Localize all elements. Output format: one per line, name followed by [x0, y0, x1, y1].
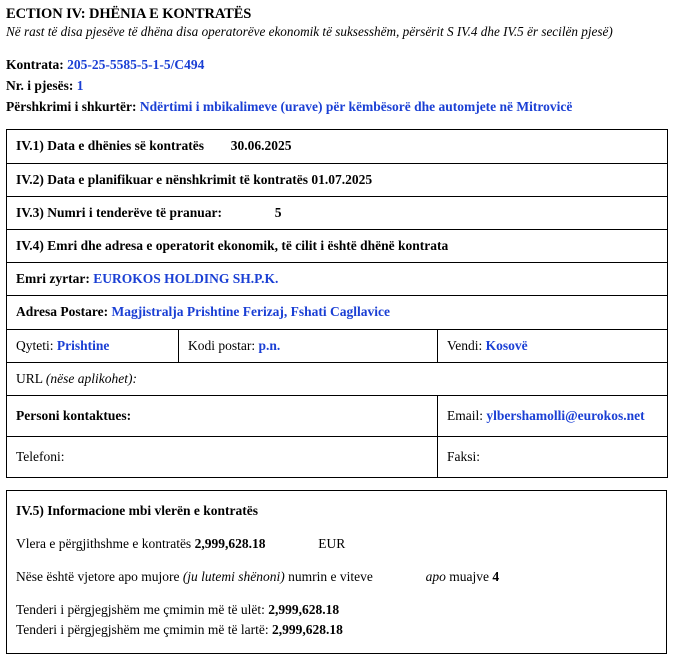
postal-address-label: Adresa Postare:: [16, 304, 109, 320]
table-row: [7, 263, 668, 296]
total-value-row: [16, 535, 658, 554]
total-value-label: Vlera e përgjithshme e kontratës: [16, 536, 192, 551]
table-row: [7, 329, 668, 362]
table-row: [7, 491, 667, 653]
iv1-cell: [7, 130, 668, 163]
url-label: URL: [16, 370, 43, 386]
url-label-note: (nëse aplikohet):: [45, 370, 137, 386]
short-description-row: [6, 97, 669, 116]
official-name-value: EUROKOS HOLDING SH.P.K.: [93, 271, 279, 287]
annual-or-label: apo: [425, 568, 446, 584]
section-title: ECTION IV: DHËNIA E KONTRATËS: [6, 6, 252, 22]
highest-tender-label: Tenderi i përgjegjshëm me çmimin më të lartë:: [16, 621, 269, 637]
iv3-value: 5: [274, 204, 282, 220]
email-value: ylbershamolli@eurokos.net: [486, 408, 645, 423]
fax-label: Faksi:: [447, 449, 481, 464]
lowest-tender-value: 2,999,628.18: [268, 601, 340, 617]
contract-number-value: 205-25-5585-5-1-5/C494: [67, 56, 205, 72]
official-name-cell: [7, 263, 668, 296]
annual-text-note: (ju lutemi shënoni): [182, 568, 285, 584]
table-row: [7, 296, 668, 329]
lot-number-label: Nr. i pjesës:: [6, 78, 74, 94]
iv1-value: 30.06.2025: [230, 138, 292, 154]
table-row: [7, 196, 668, 229]
table-row: [7, 130, 668, 163]
table-row: [7, 396, 668, 437]
contact-person-cell: [7, 396, 438, 437]
lot-number-value: 1: [76, 78, 84, 94]
annual-text-first: Nëse është vjetore apo mujore: [16, 568, 180, 584]
annual-monthly-row: [16, 568, 658, 587]
iv5-label: IV.5) Informacione mbi vlerën e kontratës: [16, 503, 258, 519]
iv3-cell: [7, 196, 668, 229]
iv2-value: 01.07.2025: [311, 171, 373, 187]
lowest-tender-label: Tenderi i përgjegjshëm me çmimin më të ulët:: [16, 601, 265, 617]
city-value: Prishtine: [56, 337, 110, 353]
table-row: [7, 163, 668, 196]
contact-person-label: Personi kontaktues:: [16, 408, 132, 423]
email-label: Email:: [447, 408, 483, 423]
months-label: muajve: [449, 568, 490, 584]
short-description-label: Përshkrimi i shkurtër:: [6, 99, 137, 115]
section-note: Në rast të disa pjesëve të dhëna disa operatorëve ekonomik të suksesshëm, përsërit S IV.4 dhe IV.5 ër secilën pjesë): [6, 24, 613, 39]
country-value: Kosovë: [485, 337, 528, 353]
country-cell: [438, 329, 668, 362]
contract-number-label: Kontrata:: [6, 56, 64, 72]
postal-address-cell: [7, 296, 668, 329]
table-row: [7, 362, 668, 395]
fax-cell: [438, 437, 668, 478]
table-row: [7, 230, 668, 263]
phone-cell: [7, 437, 438, 478]
table-row: [7, 437, 668, 478]
iv2-label: IV.2) Data e planifikuar e nënshkrimit të kontratës: [16, 171, 309, 187]
phone-label: Telefoni:: [16, 449, 65, 464]
iv2-cell: [7, 163, 668, 196]
iv1-label: IV.1) Data e dhënies së kontratës: [16, 138, 204, 154]
highest-tender-row: [16, 621, 658, 640]
country-label: Vendi:: [447, 337, 483, 353]
postcode-value: p.n.: [258, 337, 281, 353]
iv4-cell: [7, 230, 668, 263]
short-description-value: Ndërtimi i mbikalimeve (urave) për këmbësorë dhe automjete në Mitrovicë: [139, 99, 573, 115]
iv3-label: IV.3) Numri i tenderëve të pranuar:: [16, 204, 222, 220]
highest-tender-value: 2,999,628.18: [271, 621, 343, 637]
annual-text-second: numrin e viteve: [288, 568, 373, 584]
email-cell: [438, 396, 668, 437]
months-value: 4: [492, 568, 500, 584]
total-value-currency: EUR: [318, 536, 346, 551]
city-cell: [7, 329, 179, 362]
url-cell: [7, 362, 668, 395]
postal-address-value: Magjistralja Prishtine Ferizaj, Fshati Cagllavice: [111, 304, 391, 320]
iv4-label: IV.4) Emri dhe adresa e operatorit ekonomik, të cilit i është dhënë kontrata: [16, 238, 449, 254]
postcode-cell: [179, 329, 438, 362]
city-label: Qyteti:: [16, 337, 54, 353]
contract-value-table: [6, 490, 667, 653]
iv5-cell: [7, 491, 667, 653]
postcode-label: Kodi postar:: [188, 337, 256, 353]
contract-number-row: [6, 55, 669, 74]
award-details-table: [6, 129, 668, 478]
lowest-tender-row: [16, 601, 658, 620]
official-name-label: Emri zyrtar:: [16, 271, 90, 287]
lot-number-row: [6, 76, 669, 95]
total-value-amount: 2,999,628.18: [194, 536, 266, 551]
